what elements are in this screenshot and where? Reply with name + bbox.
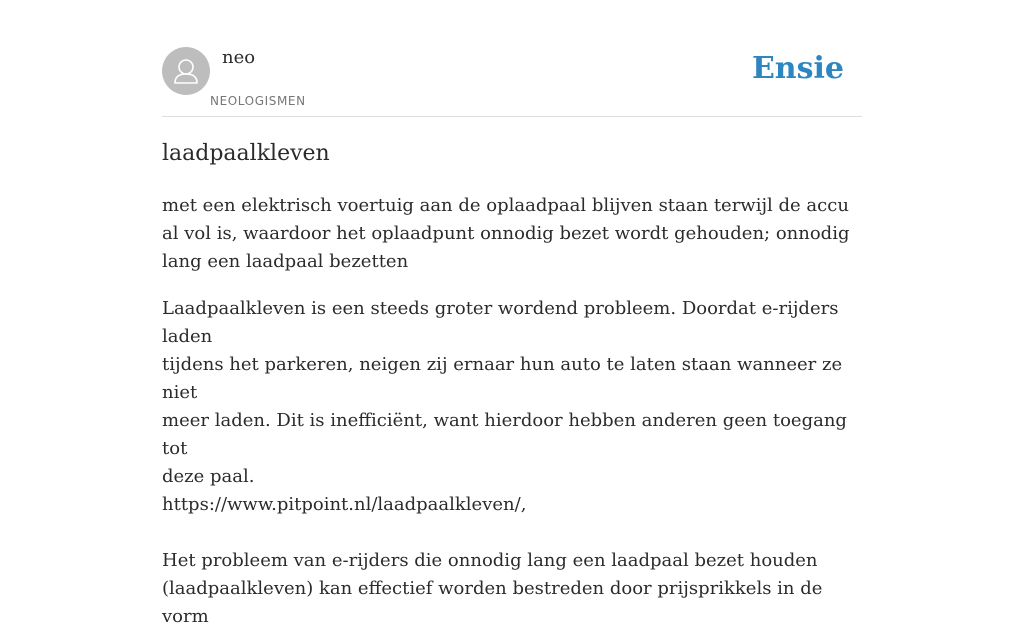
entry-title: laadpaalkleven bbox=[162, 141, 330, 166]
ensie-logo[interactable]: Ensie bbox=[751, 51, 844, 86]
example-line: Het probleem van e-rijders die onnodig lang een laadpaal bezet houden bbox=[162, 550, 818, 571]
user-silhouette-icon bbox=[162, 47, 210, 95]
example-line: deze paal. bbox=[162, 466, 255, 487]
example-line: Laadpaalkleven is een steeds groter wordend probleem. Doordat e-rijders laden bbox=[162, 298, 839, 347]
category-label[interactable]: NEOLOGISMEN bbox=[210, 94, 306, 108]
example-line: tijdens het parkeren, neigen zij ernaar hun auto te laten staan wanneer ze niet bbox=[162, 354, 843, 403]
entry-definition: met een elektrisch voertuig aan de oplaadpaal blijven staan terwijl de accu al vol is, waardoor het oplaadpunt onnodig bezet wordt gehouden; onnodig lang een laadpaal bezetten bbox=[162, 195, 850, 272]
example-line: (laadpaalkleven) kan effectief worden bestreden door prijsprikkels in de vorm bbox=[162, 578, 823, 627]
author-name[interactable]: neo bbox=[222, 47, 256, 68]
entry-header bbox=[162, 0, 862, 117]
example-line: meer laden. Dit is inefficiënt, want hierdoor hebben anderen geen toegang tot bbox=[162, 410, 847, 459]
entry-example bbox=[162, 295, 862, 631]
example-source-link[interactable]: https://www.pitpoint.nl/laadpaalkleven/, bbox=[162, 494, 527, 515]
example-blank-line bbox=[162, 519, 862, 547]
avatar[interactable] bbox=[162, 47, 210, 95]
entry-card bbox=[162, 0, 862, 627]
